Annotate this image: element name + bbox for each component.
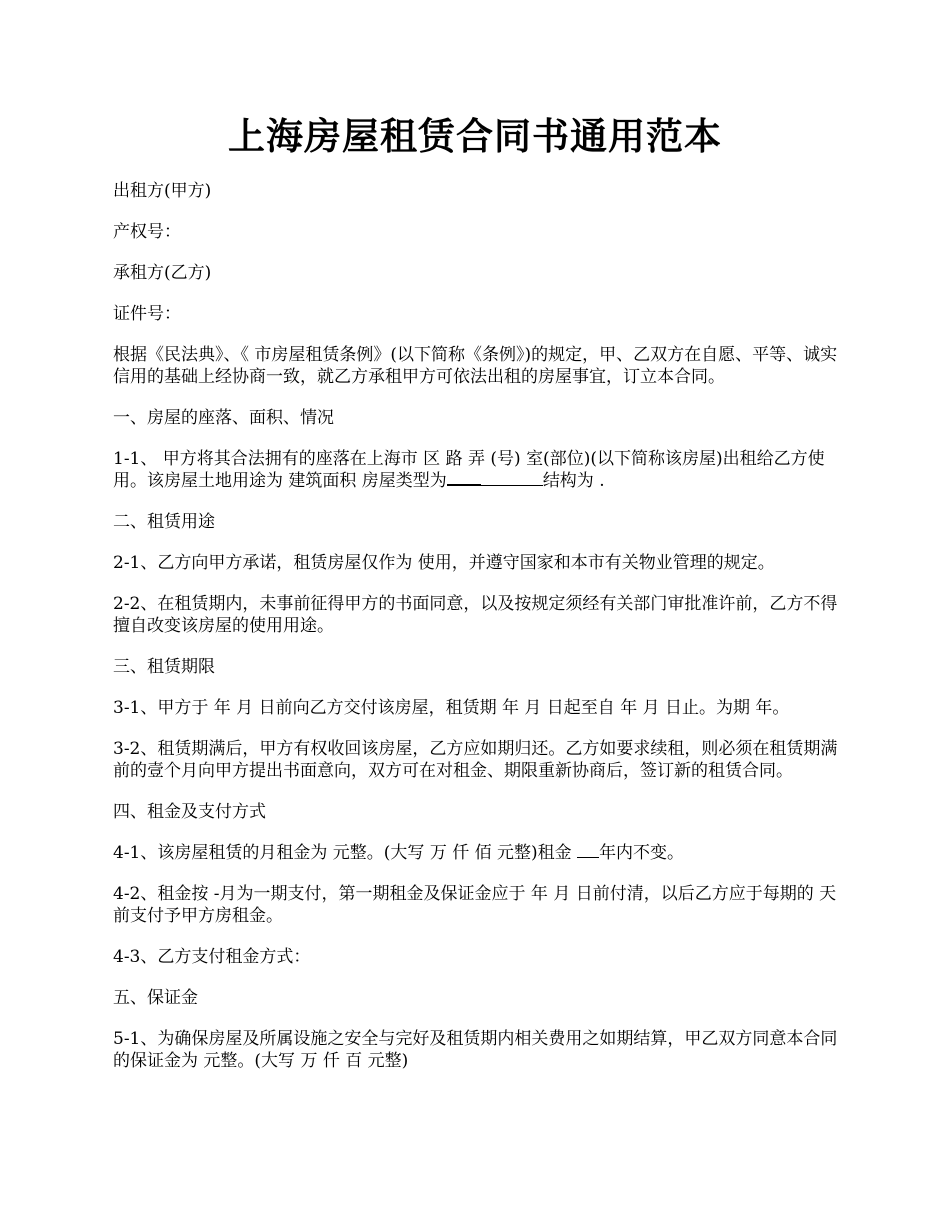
section-2-heading: 二、租赁用途 xyxy=(113,512,215,532)
section-3-heading: 三、租赁期限 xyxy=(113,657,215,677)
clause-3-2: 3-2、租赁期满后，甲方有权收回该房屋，乙方应如期归还。乙方如要求续租，则必须在租赁期满前的壹个月向甲方提出书面意向，双方可在对租金、期限重新协商后，签订新的租赁合同。 xyxy=(113,739,838,781)
lessee-line: 承租方(乙方) xyxy=(113,263,212,283)
blank-line xyxy=(481,470,543,486)
clause-2-1: 2-1、乙方向甲方承诺，租赁房屋仅作为 使用，并遵守国家和本市有关物业管理的规定。 xyxy=(113,553,775,573)
id-number-line: 证件号： xyxy=(113,304,181,324)
section-5-heading: 五、保证金 xyxy=(113,988,198,1008)
document-title: 上海房屋租赁合同书通用范本 xyxy=(228,114,722,158)
clause-1-1-text-b: 结构为 . xyxy=(542,471,605,491)
clause-4-1 xyxy=(113,842,843,864)
clause-4-1-text-a: 4-1、该房屋租赁的月租金为 元整。(大写 万 仟 佰 元整)租金 xyxy=(113,843,578,863)
clause-4-3: 4-3、乙方支付租金方式： xyxy=(113,947,311,967)
lessor-line: 出租方(甲方) xyxy=(113,181,212,201)
dash-line xyxy=(447,475,481,486)
clause-1-1 xyxy=(113,448,843,492)
clause-5-1: 5-1、为确保房屋及所属设施之安全与完好及租赁期内相关费用之如期结算，甲乙双方同意本合同的保证金为 元整。(大写 万 仟 百 元整) xyxy=(113,1029,838,1071)
blank-line xyxy=(577,842,599,858)
section-1-heading: 一、房屋的座落、面积、情况 xyxy=(113,408,334,428)
document-body xyxy=(113,180,843,1091)
section-4-heading: 四、租金及支付方式 xyxy=(113,802,266,822)
clause-4-1-text-b: 年内不变。 xyxy=(599,843,685,863)
preamble-paragraph: 根据《民法典》、《 市房屋租赁条例》(以下简称《条例》)的规定，甲、乙双方在自愿、平等、诚实信用的基础上经协商一致，就乙方承租甲方可依法出租的房屋事宜，订立本合同。 xyxy=(113,345,838,387)
clause-3-1: 3-1、甲方于 年 月 日前向乙方交付该房屋，租赁期 年 月 日起至自 年 月 日止。为期 年。 xyxy=(113,698,790,718)
clause-2-2: 2-2、在租赁期内，未事前征得甲方的书面同意，以及按规定须经有关部门审批准许前，乙方不得擅自改变该房屋的使用用途。 xyxy=(113,594,838,636)
property-cert-line: 产权号： xyxy=(113,222,181,242)
clause-1-1-text-a: 1-1、 甲方将其合法拥有的座落在上海市 区 路 弄 (号) 室(部位)(以下简称该房屋)出租给乙方使用。该房屋土地用途为 建筑面积 房屋类型为 xyxy=(113,449,825,491)
clause-4-2: 4-2、租金按 -月为一期支付，第一期租金及保证金应于 年 月 日前付清，以后乙方应于每期的 天前支付予甲方房租金。 xyxy=(113,884,837,926)
